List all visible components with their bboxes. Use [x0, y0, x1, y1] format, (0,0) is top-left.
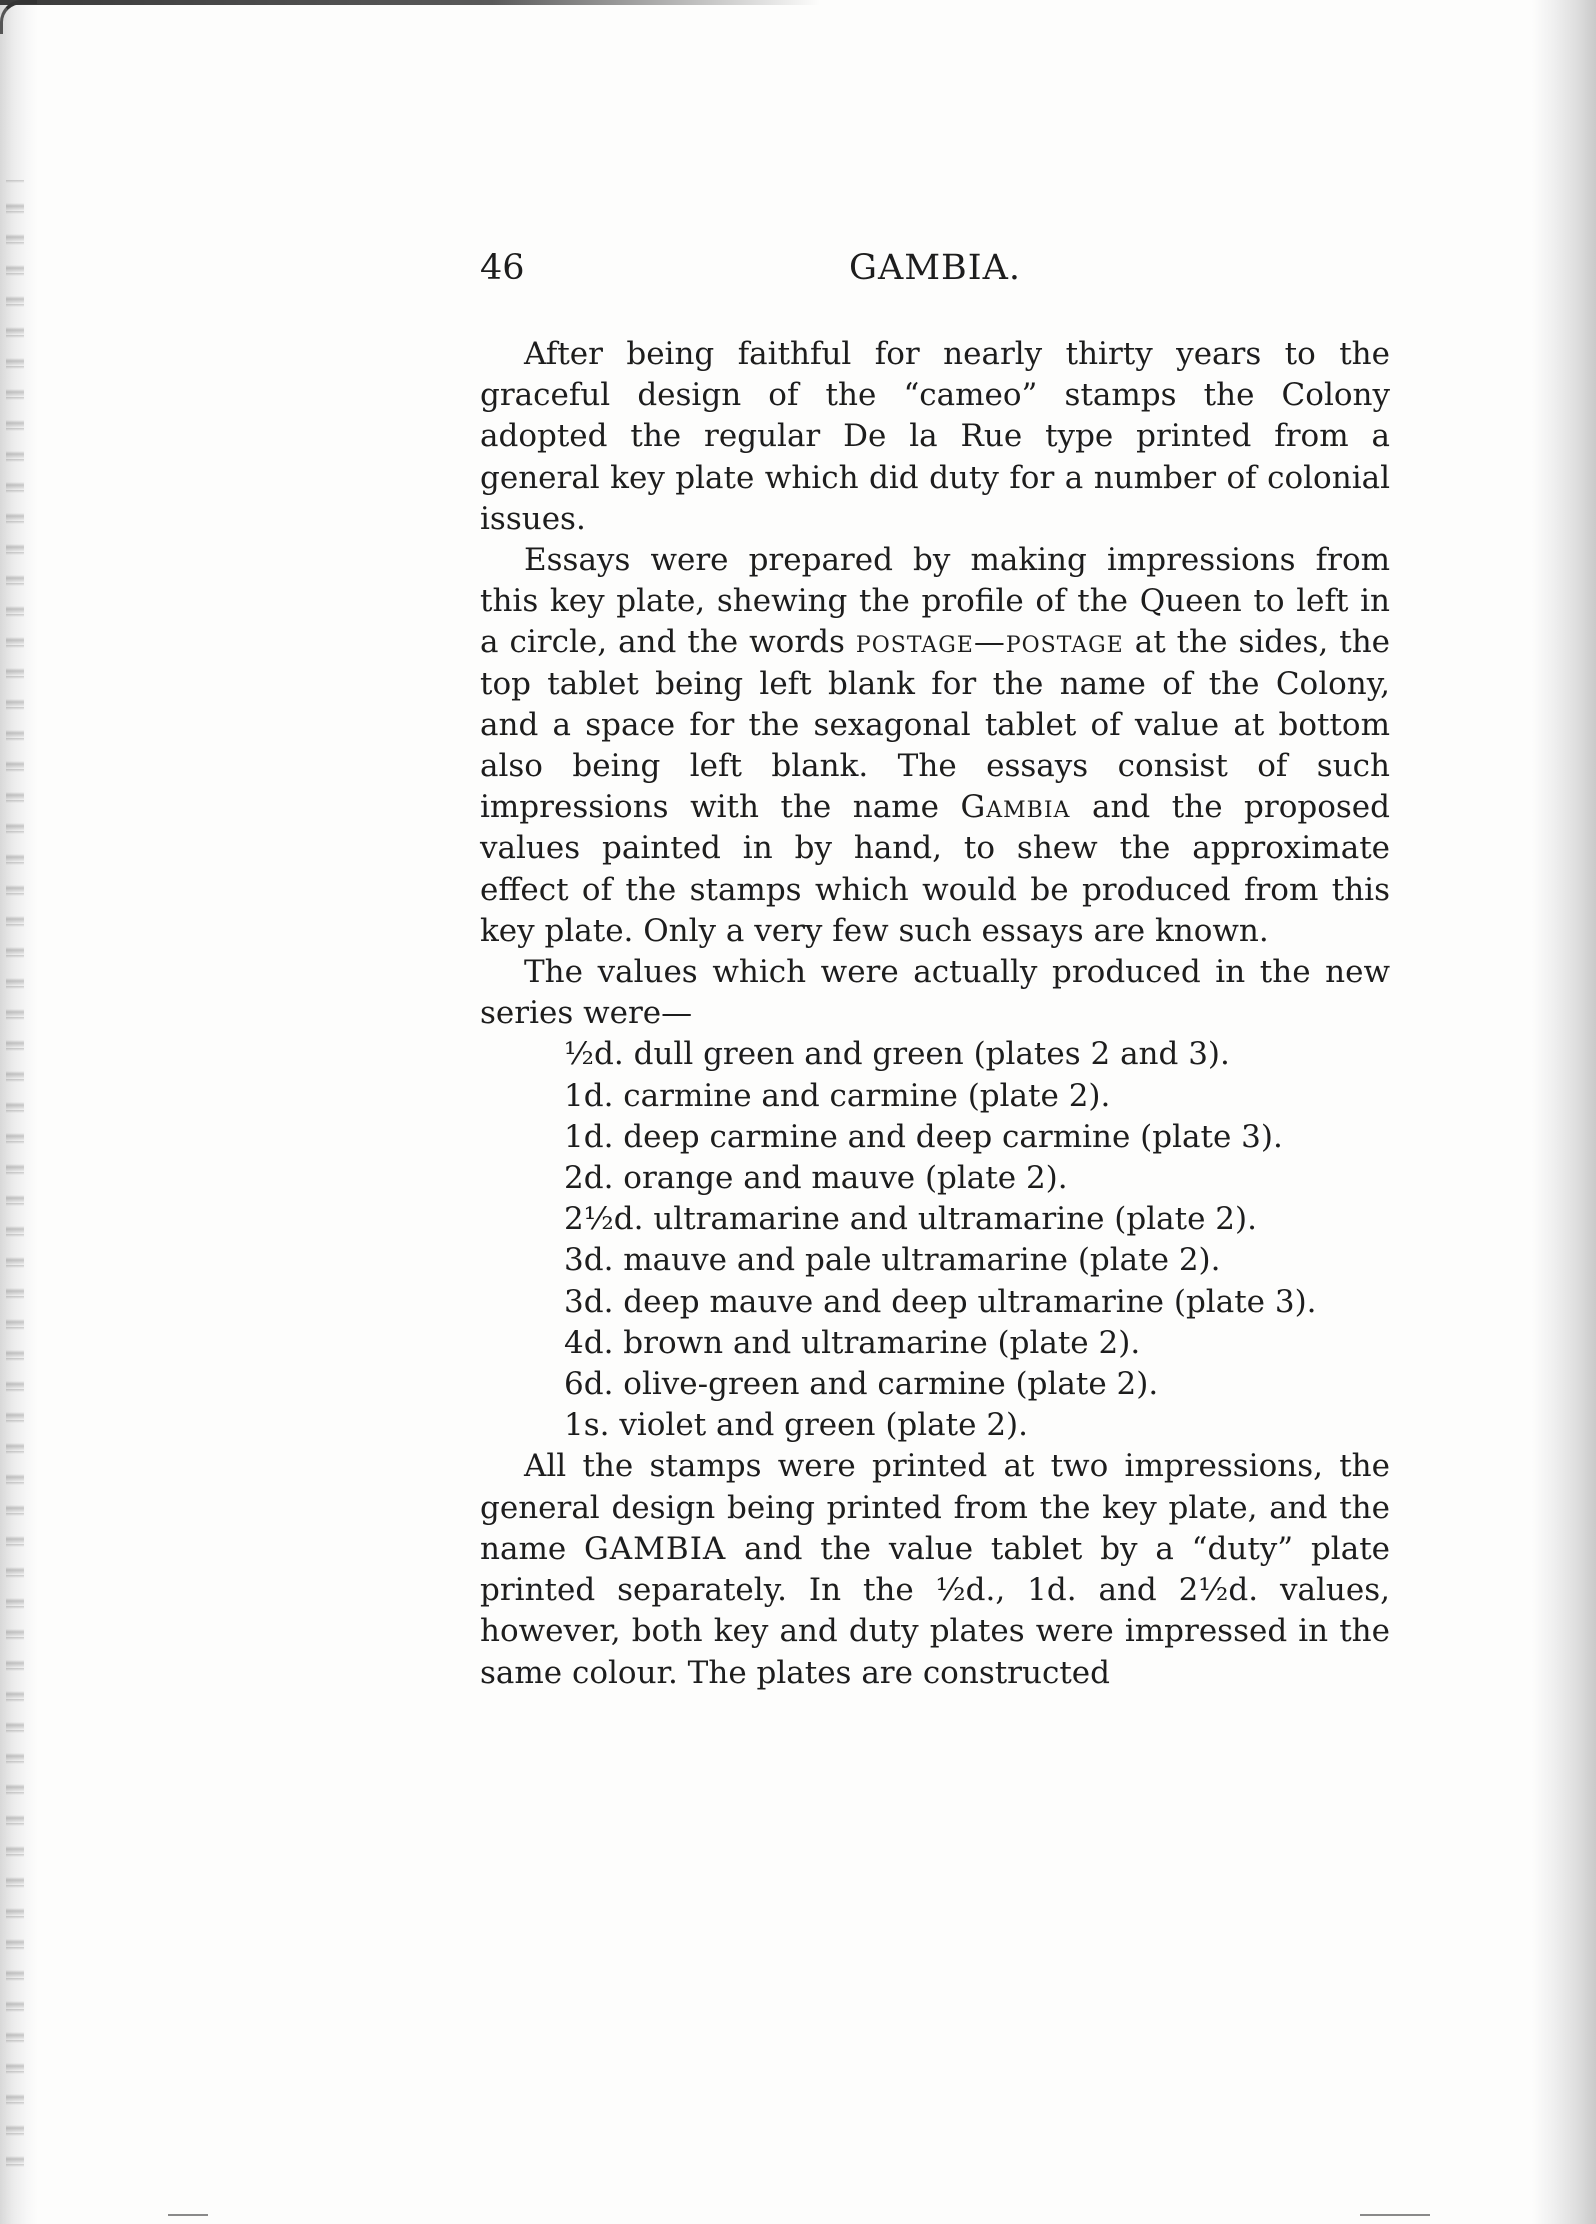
scan-specks-left	[6, 180, 24, 2180]
list-item: 1d. carmine and carmine (plate 2).	[564, 1077, 1111, 1114]
paragraph: After being faithful for nearly thirty years to the graceful design of the “cameo” stamps the Colony adopted the regular De la Rue type printed from a general key plate which did duty for a number of colonial issues.	[480, 336, 1390, 537]
list-item: 3d. mauve and pale ultramarine (plate 2).	[564, 1242, 1221, 1279]
page-number: 46	[480, 248, 525, 288]
small-caps-text: GAMBIA	[584, 1530, 727, 1567]
stamp-values-list	[480, 1034, 1390, 1446]
small-caps-text: postage—postage	[855, 624, 1124, 661]
text-run: All the stamps were printed at two impressions, the general design being printed from the key plate, and the name	[480, 1448, 1390, 1567]
list-item: ½d. dull green and green (plates 2 and 3).	[564, 1036, 1230, 1073]
scan-edge-top	[0, 0, 820, 5]
list-item: 2½d. ultramarine and ultramarine (plate 2).	[564, 1201, 1257, 1238]
scan-mark	[1360, 2214, 1430, 2216]
paragraph: The values which were actually produced in the new series were—	[480, 954, 1390, 1032]
text-run: at the sides, the top tablet being left blank for the name of the Colony, and a space for the sexagonal tablet of value at bottom also being left blank. The essays consist of such impressions with the name	[480, 624, 1391, 826]
text-run: and the value tablet by a “duty” plate printed separately. In the ½d., 1d. and 2½d. values, however, both key and duty plates were impressed in the same colour. The plates are constructed	[480, 1530, 1390, 1691]
list-item: 1s. violet and green (plate 2).	[564, 1407, 1028, 1444]
page-title: GAMBIA.	[848, 248, 1022, 288]
list-item: 2d. orange and mauve (plate 2).	[564, 1160, 1068, 1197]
scan-mark	[168, 2214, 208, 2216]
small-caps-text: Gambia	[960, 789, 1071, 826]
list-item: 4d. brown and ultramarine (plate 2).	[564, 1324, 1141, 1361]
body-text	[480, 334, 1390, 1694]
list-item: 3d. deep mauve and deep ultramarine (plate 3).	[564, 1283, 1317, 1320]
list-item: 6d. olive-green and carmine (plate 2).	[564, 1366, 1159, 1403]
running-header	[480, 244, 1390, 292]
paragraph	[480, 540, 1390, 952]
text-run: Essays were prepared by making impressions from this key plate, shewing the profile of the Queen to left in a circle, and the words	[480, 542, 1390, 661]
text-run: and the proposed values painted in by hand, to shew the approximate effect of the stamps which would be produced from this key plate. Only a very few such essays are known.	[480, 789, 1390, 949]
paragraph	[480, 1446, 1390, 1693]
list-item: 1d. deep carmine and deep carmine (plate 3).	[564, 1118, 1283, 1155]
page-text	[480, 244, 1390, 1694]
scan-shadow-right	[1532, 0, 1596, 2224]
